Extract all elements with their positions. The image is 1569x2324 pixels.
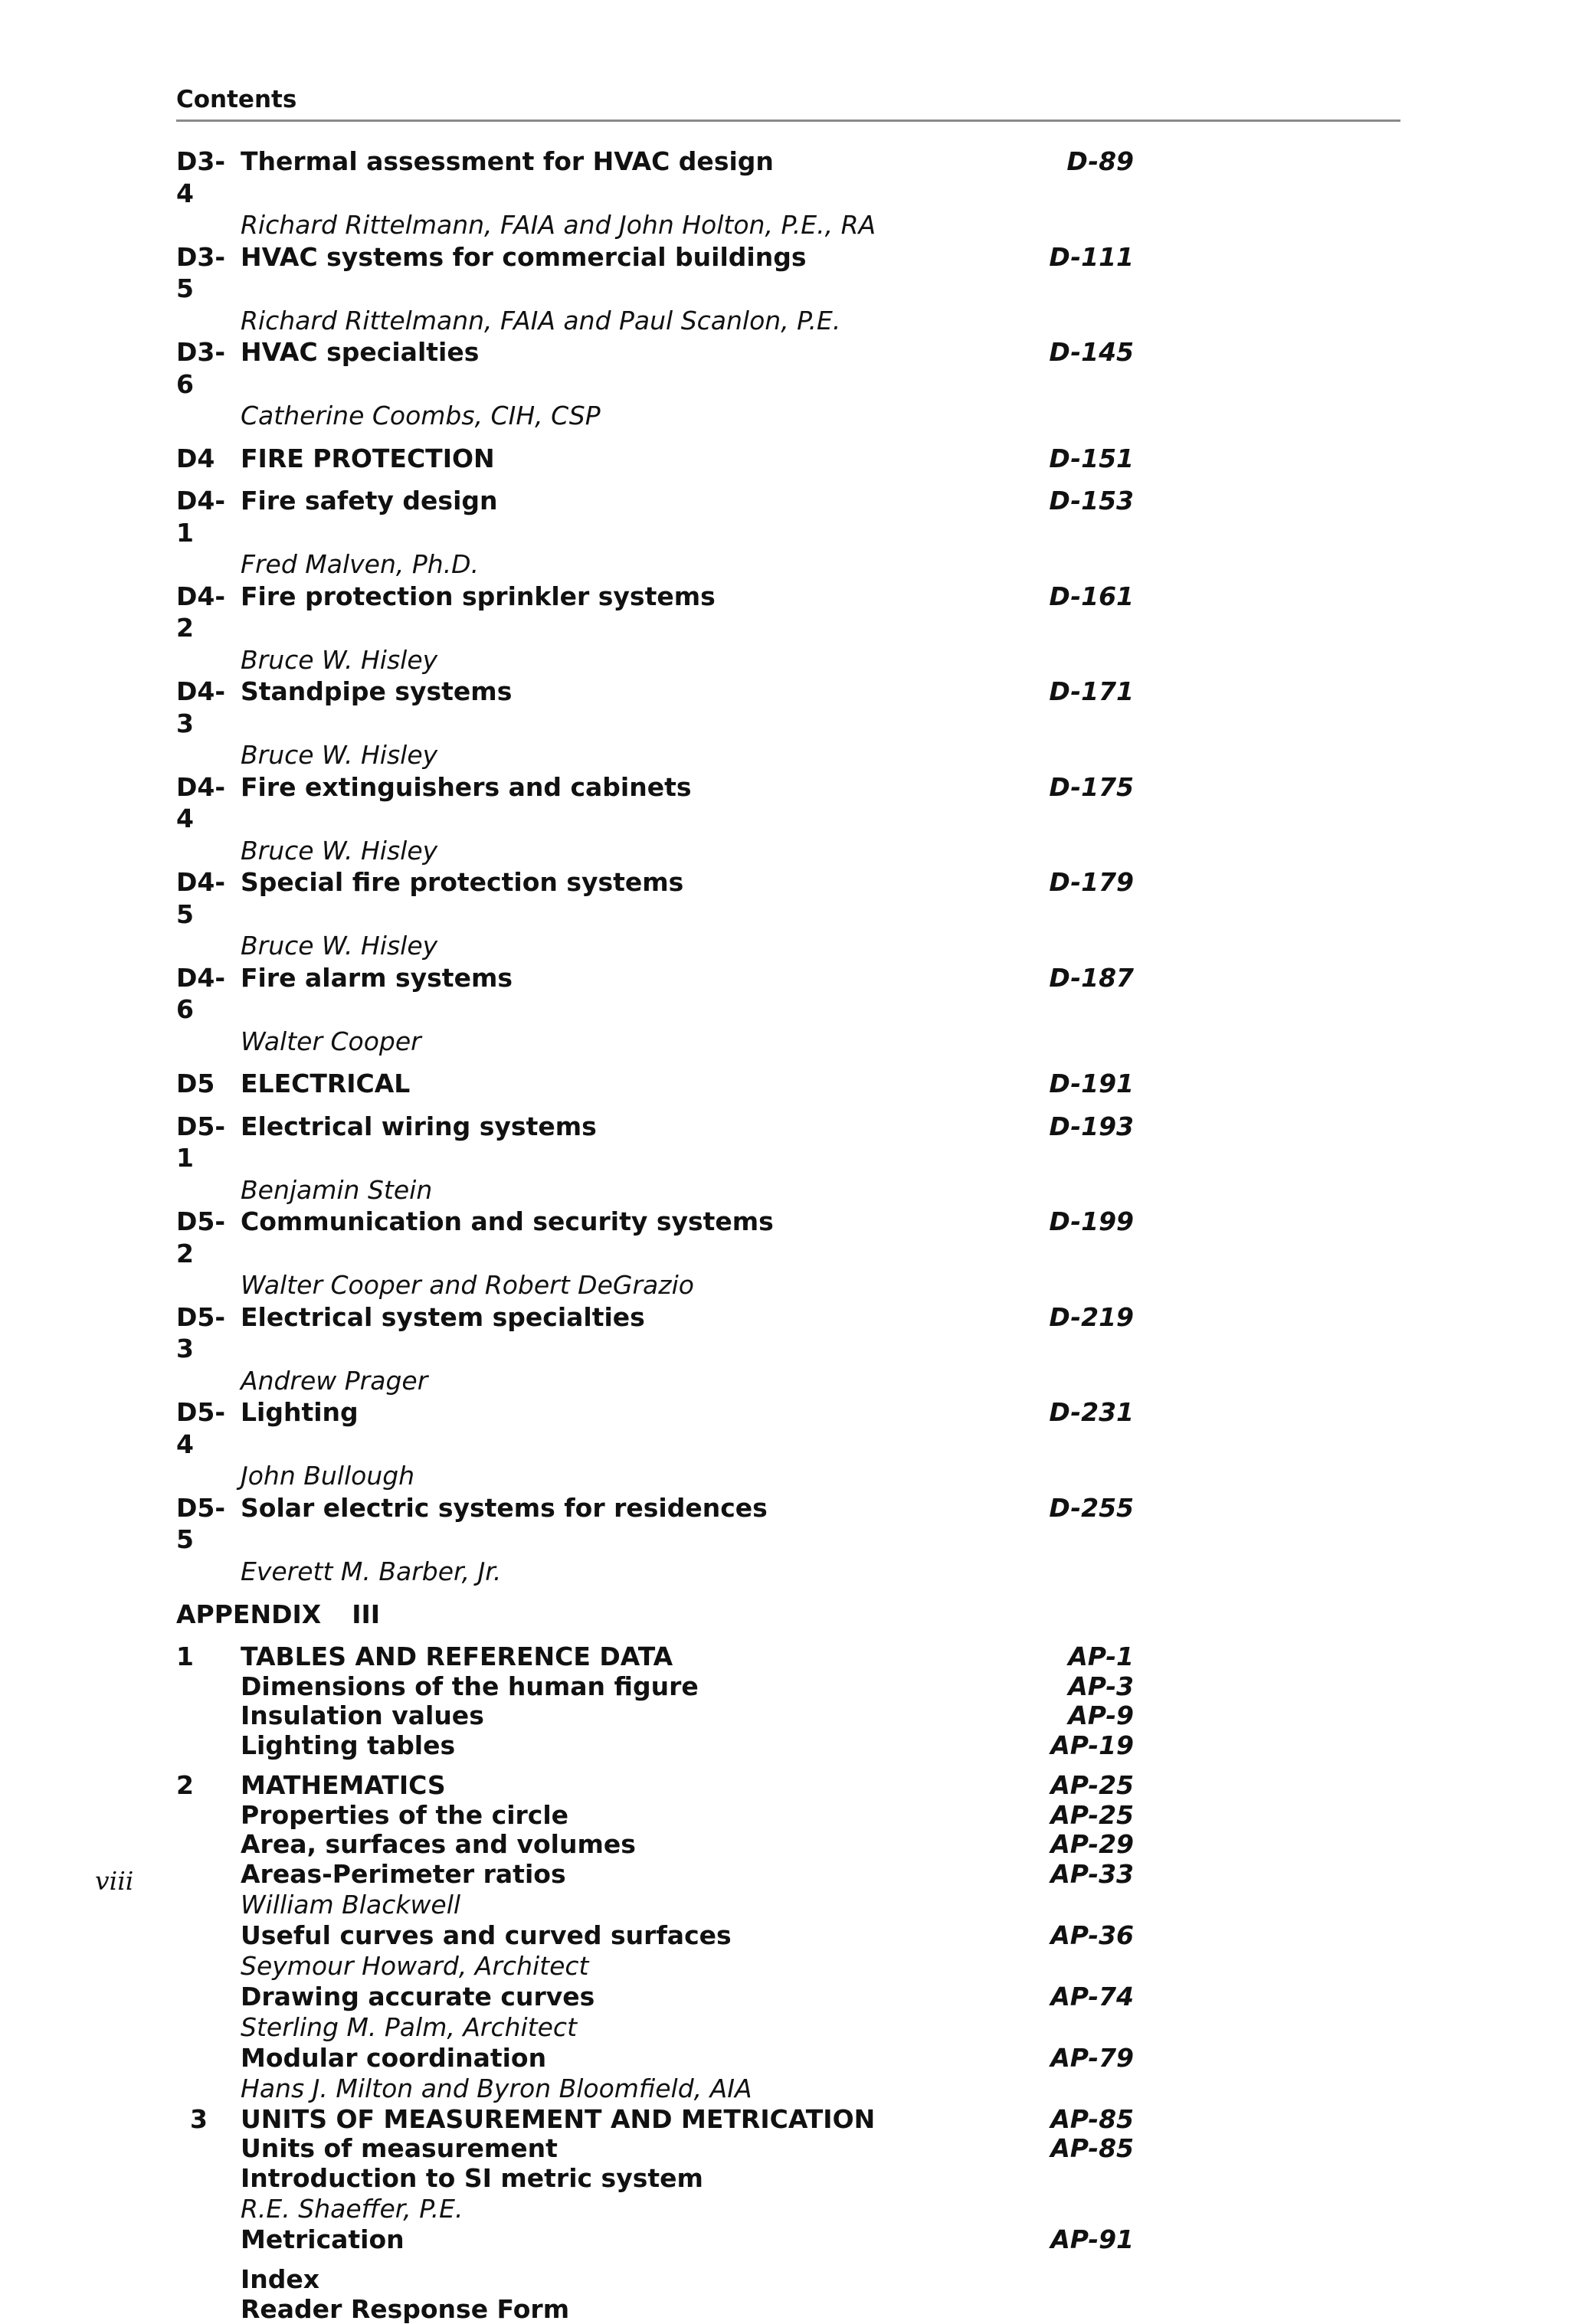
entry-number: D5-4 (176, 1396, 241, 1460)
entry-author: Walter Cooper and Robert DeGrazio (176, 1269, 1134, 1301)
entry-page: D-199 (958, 1206, 1134, 1238)
entry-author: Bruce W. Hisley (176, 739, 1134, 771)
toc-entry[interactable] (176, 1921, 1134, 1951)
toc-group-hvac (176, 146, 1134, 432)
entry-title: TABLES AND REFERENCE DATA (241, 1642, 958, 1672)
entry-title: Introduction to SI metric system (241, 2164, 958, 2194)
entry-number: D5-1 (176, 1111, 241, 1174)
spacer (176, 2254, 1134, 2265)
entry-title: Fire extinguishers and cabinets (241, 771, 958, 804)
entry-title: Units of measurement (241, 2134, 958, 2164)
entry-author: Benjamin Stein (176, 1174, 1134, 1206)
toc-entry[interactable] (176, 2134, 1134, 2164)
toc-entry[interactable] (176, 1701, 1134, 1731)
entry-number: D4-4 (176, 771, 241, 835)
toc-section-heading[interactable] (176, 1068, 1134, 1100)
toc-entry[interactable] (176, 1830, 1134, 1860)
entry-number: 3 (176, 2105, 241, 2135)
entry-page: D-255 (958, 1492, 1134, 1524)
entry-title: Dimensions of the human figure (241, 1672, 958, 1702)
entry-number: 1 (176, 1642, 241, 1672)
entry-author: Bruce W. Hisley (176, 835, 1134, 867)
entry-number: D5-2 (176, 1206, 241, 1269)
spacer (176, 1100, 1134, 1111)
entry-number: D5 (176, 1068, 241, 1100)
entry-title: Index (241, 2265, 958, 2295)
appendix-group-1 (176, 1642, 1134, 1760)
entry-title: Area, surfaces and volumes (241, 1830, 958, 1860)
entry-number: D4-2 (176, 581, 241, 644)
entry-author: John Bullough (176, 1460, 1134, 1492)
entry-title: Fire protection sprinkler systems (241, 581, 958, 613)
entry-title: Thermal assessment for HVAC design (241, 146, 958, 178)
entry-page: D-171 (958, 676, 1134, 708)
entry-author: Bruce W. Hisley (176, 930, 1134, 962)
entry-page: AP-3 (958, 1672, 1134, 1702)
entry-page: D-145 (958, 336, 1134, 368)
entry-author: R.E. Shaeffer, P.E. (176, 2193, 1134, 2225)
entry-page: D-151 (958, 443, 1134, 475)
entry-page: D-89 (958, 146, 1134, 178)
entry-title: Communication and security systems (241, 1206, 958, 1238)
toc-entry[interactable] (176, 1111, 1134, 1174)
entry-author: Hans J. Milton and Byron Bloomfield, AIA (176, 2073, 1134, 2105)
entry-title: Drawing accurate curves (241, 1982, 958, 2012)
toc-entry[interactable] (176, 581, 1134, 644)
entry-author: Bruce W. Hisley (176, 644, 1134, 676)
toc-entry[interactable] (176, 485, 1134, 548)
entry-author: Walter Cooper (176, 1026, 1134, 1058)
entry-page: AP-36 (958, 1921, 1134, 1951)
entry-page: D-193 (958, 1111, 1134, 1143)
entry-title: Fire safety design (241, 485, 958, 517)
entry-number: D4-1 (176, 485, 241, 548)
entry-title: ELECTRICAL (241, 1068, 958, 1100)
toc-entry[interactable] (176, 146, 1134, 209)
entry-page: AP-79 (958, 2044, 1134, 2074)
entry-number: D4-3 (176, 676, 241, 739)
entry-page: D-153 (958, 485, 1134, 517)
spacer (176, 1632, 1134, 1642)
toc-entry[interactable] (176, 2044, 1134, 2074)
spacer (176, 432, 1134, 443)
entry-title: Areas-Perimeter ratios (241, 1860, 958, 1890)
entry-page: D-111 (958, 241, 1134, 273)
toc-entry[interactable] (176, 1771, 1134, 1801)
entry-title: Modular coordination (241, 2044, 958, 2074)
entry-page: D-187 (958, 962, 1134, 994)
entry-page: AP-25 (958, 1801, 1134, 1831)
entry-number: D4-6 (176, 962, 241, 1026)
appendix-label: APPENDIX (176, 1599, 321, 1629)
spacer (176, 474, 1134, 485)
entry-page: AP-1 (958, 1642, 1134, 1672)
toc-entry[interactable] (176, 771, 1134, 835)
toc-entry[interactable] (176, 1860, 1134, 1890)
entry-title: UNITS OF MEASUREMENT AND METRICATION (241, 2105, 958, 2135)
spacer (176, 1587, 1134, 1598)
entry-title: Standpipe systems (241, 676, 958, 708)
entry-title: Fire alarm systems (241, 962, 958, 994)
entry-page: AP-29 (958, 1830, 1134, 1860)
toc-entry[interactable] (176, 1801, 1134, 1831)
entry-page: D-161 (958, 581, 1134, 613)
entry-author: Sterling M. Palm, Architect (176, 2011, 1134, 2044)
toc-entry[interactable] (176, 2164, 1134, 2194)
entry-page: AP-9 (958, 1701, 1134, 1731)
entry-title: Lighting (241, 1396, 958, 1429)
toc-entry[interactable] (176, 866, 1134, 930)
entry-author: William Blackwell (176, 1889, 1134, 1921)
toc-group-electrical (176, 1111, 1134, 1588)
entry-page: AP-19 (958, 1731, 1134, 1761)
entry-number: D5-3 (176, 1301, 241, 1365)
toc-entry[interactable] (176, 1672, 1134, 1702)
toc-entry[interactable] (176, 676, 1134, 739)
toc-group-fire (176, 485, 1134, 1057)
entry-number: D4-5 (176, 866, 241, 930)
entry-author: Richard Rittelmann, FAIA and Paul Scanlon, P.E. (176, 305, 1134, 337)
toc-entry[interactable] (176, 1982, 1134, 2012)
header-rule (176, 119, 1400, 122)
entry-page: D-175 (958, 771, 1134, 804)
spacer (176, 1760, 1134, 1771)
entry-author: Fred Malven, Ph.D. (176, 548, 1134, 581)
entry-page: AP-85 (958, 2105, 1134, 2135)
entry-title: Lighting tables (241, 1731, 958, 1761)
toc-entry[interactable] (176, 1492, 1134, 1556)
toc-section-heading[interactable] (176, 443, 1134, 475)
entry-author: Seymour Howard, Architect (176, 1950, 1134, 1982)
entry-title: FIRE PROTECTION (241, 443, 958, 475)
toc-entry-reader-response[interactable] (176, 2295, 1134, 2324)
entry-page: D-191 (958, 1068, 1134, 1100)
entry-title: Reader Response Form (241, 2295, 958, 2324)
toc-entry[interactable] (176, 1301, 1134, 1365)
entry-page: AP-74 (958, 1982, 1134, 2012)
page-folio: viii (95, 1866, 133, 1896)
entry-page: AP-33 (958, 1860, 1134, 1890)
appendix-group-3 (176, 2105, 1134, 2255)
entry-page: AP-91 (958, 2225, 1134, 2255)
entry-page: D-179 (958, 866, 1134, 899)
entry-author: Catherine Coombs, CIH, CSP (176, 400, 1134, 432)
toc-entry[interactable] (176, 962, 1134, 1026)
toc-entry[interactable] (176, 2225, 1134, 2255)
entry-title: HVAC systems for commercial buildings (241, 241, 958, 273)
entry-title: Electrical system specialties (241, 1301, 958, 1334)
toc-entry[interactable] (176, 1731, 1134, 1761)
entry-page: D-219 (958, 1301, 1134, 1334)
entry-page: AP-85 (958, 2134, 1134, 2164)
entry-title: Insulation values (241, 1701, 958, 1731)
toc-entry[interactable] (176, 1642, 1134, 1672)
entry-title: Properties of the circle (241, 1801, 958, 1831)
table-of-contents (176, 146, 1134, 2324)
entry-title: Metrication (241, 2225, 958, 2255)
toc-entry[interactable] (176, 1396, 1134, 1460)
entry-author: Andrew Prager (176, 1365, 1134, 1397)
entry-title: Solar electric systems for residences (241, 1492, 958, 1524)
entry-title: HVAC specialties (241, 336, 958, 368)
running-header: Contents (176, 86, 296, 113)
appendix-numeral: III (352, 1599, 380, 1629)
entry-page: AP-25 (958, 1771, 1134, 1801)
entry-number: D3-5 (176, 241, 241, 305)
entry-author: Everett M. Barber, Jr. (176, 1556, 1134, 1588)
entry-number: D4 (176, 443, 241, 475)
entry-page: D-231 (958, 1396, 1134, 1429)
toc-entry[interactable] (176, 1206, 1134, 1269)
toc-entry[interactable] (176, 336, 1134, 400)
entry-number: D3-6 (176, 336, 241, 400)
entry-number: D5-5 (176, 1492, 241, 1556)
entry-title: MATHEMATICS (241, 1771, 958, 1801)
appendix-group-2 (176, 1771, 1134, 2105)
spacer (176, 1057, 1134, 1068)
toc-entry[interactable] (176, 241, 1134, 305)
entry-number: 2 (176, 1771, 241, 1801)
entry-title: Useful curves and curved surfaces (241, 1921, 958, 1951)
toc-entry[interactable] (176, 2105, 1134, 2135)
entry-title: Electrical wiring systems (241, 1111, 958, 1143)
entry-author: Richard Rittelmann, FAIA and John Holton, P.E., RA (176, 209, 1134, 241)
end-items (176, 2265, 1134, 2324)
appendix-heading (176, 1598, 1134, 1632)
entry-number: D3-4 (176, 146, 241, 209)
entry-title: Special fire protection systems (241, 866, 958, 899)
toc-entry-index[interactable] (176, 2265, 1134, 2295)
